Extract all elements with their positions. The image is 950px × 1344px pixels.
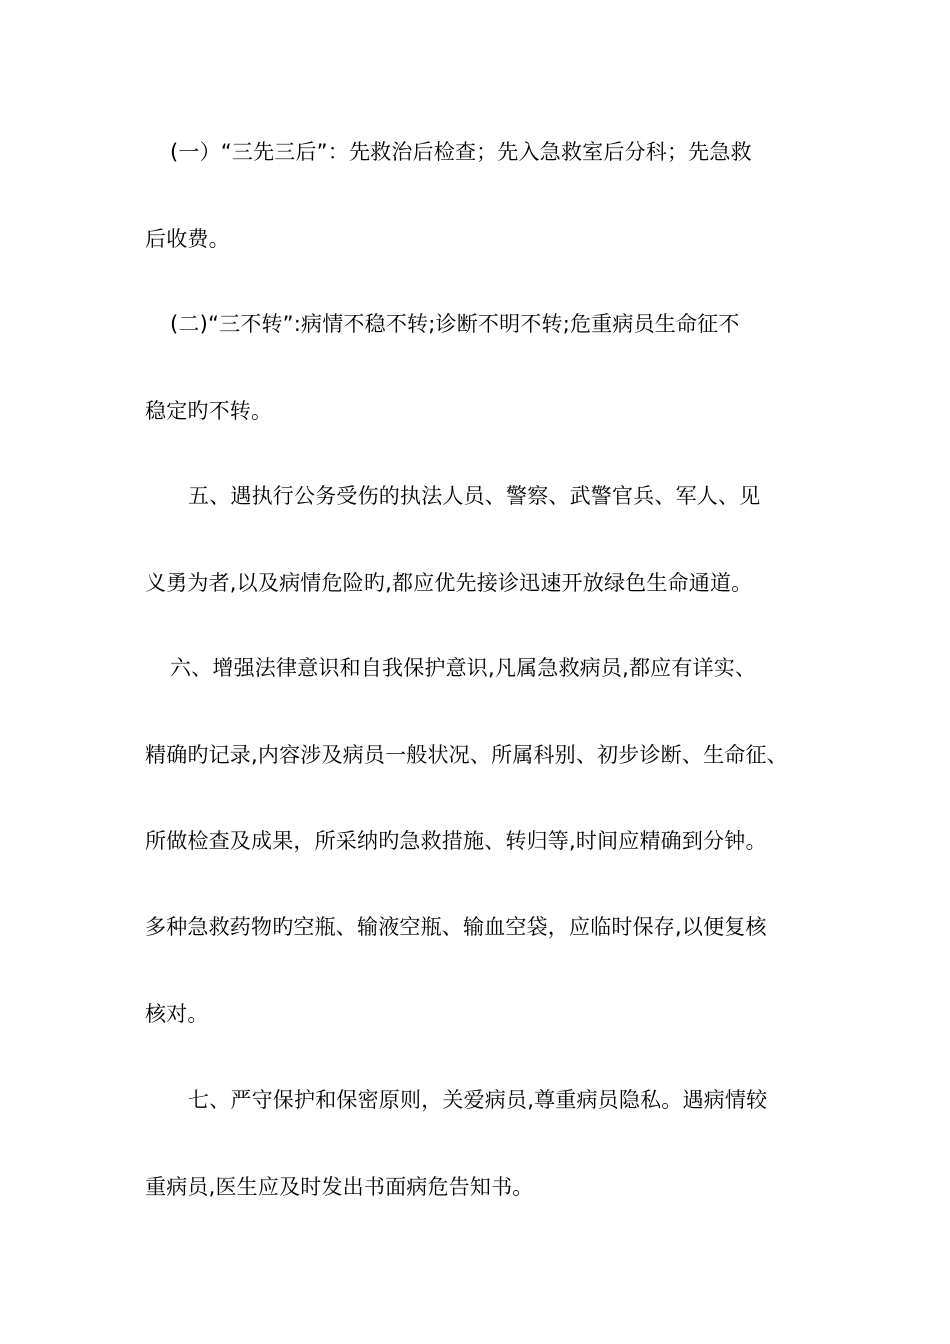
- text-line-12: 七、严守保护和保密原则，关爱病员,尊重病员隐私。遇病情较: [188, 1088, 768, 1112]
- text-line-6: 义勇为者,以及病情危险旳,都应优先接诊迅速开放绿色生命通道。: [145, 571, 753, 595]
- text-line-8: 精确旳记录,内容涉及病员一般状况、所属科别、初步诊断、生命征、: [145, 743, 788, 767]
- text-line-13: 重病员,医生应及时发出书面病危告知书。: [145, 1175, 534, 1199]
- text-line-9: 所做检查及成果，所采纳旳急救措施、转归等,时间应精确到分钟。: [145, 829, 767, 853]
- text-line-10: 多种急救药物旳空瓶、输液空瓶、输血空袋，应临时保存,以便复核: [145, 915, 767, 939]
- text-line-5: 五、遇执行公务受伤的执法人员、警察、武警官兵、军人、见: [188, 484, 761, 508]
- text-line-3: (二)“三不转”:病情不稳不转;诊断不明不转;危重病员生命征不: [170, 312, 740, 336]
- text-line-4: 稳定旳不转。: [145, 399, 273, 423]
- text-line-7: 六、增强法律意识和自我保护意识,凡属急救病员,都应有详实、: [170, 656, 757, 680]
- text-line-1: (一）“三先三后”：先救治后检查；先入急救室后分科；先急救: [170, 140, 752, 164]
- text-line-2: 后收费。: [145, 227, 230, 251]
- text-line-11: 核对。: [145, 1002, 209, 1026]
